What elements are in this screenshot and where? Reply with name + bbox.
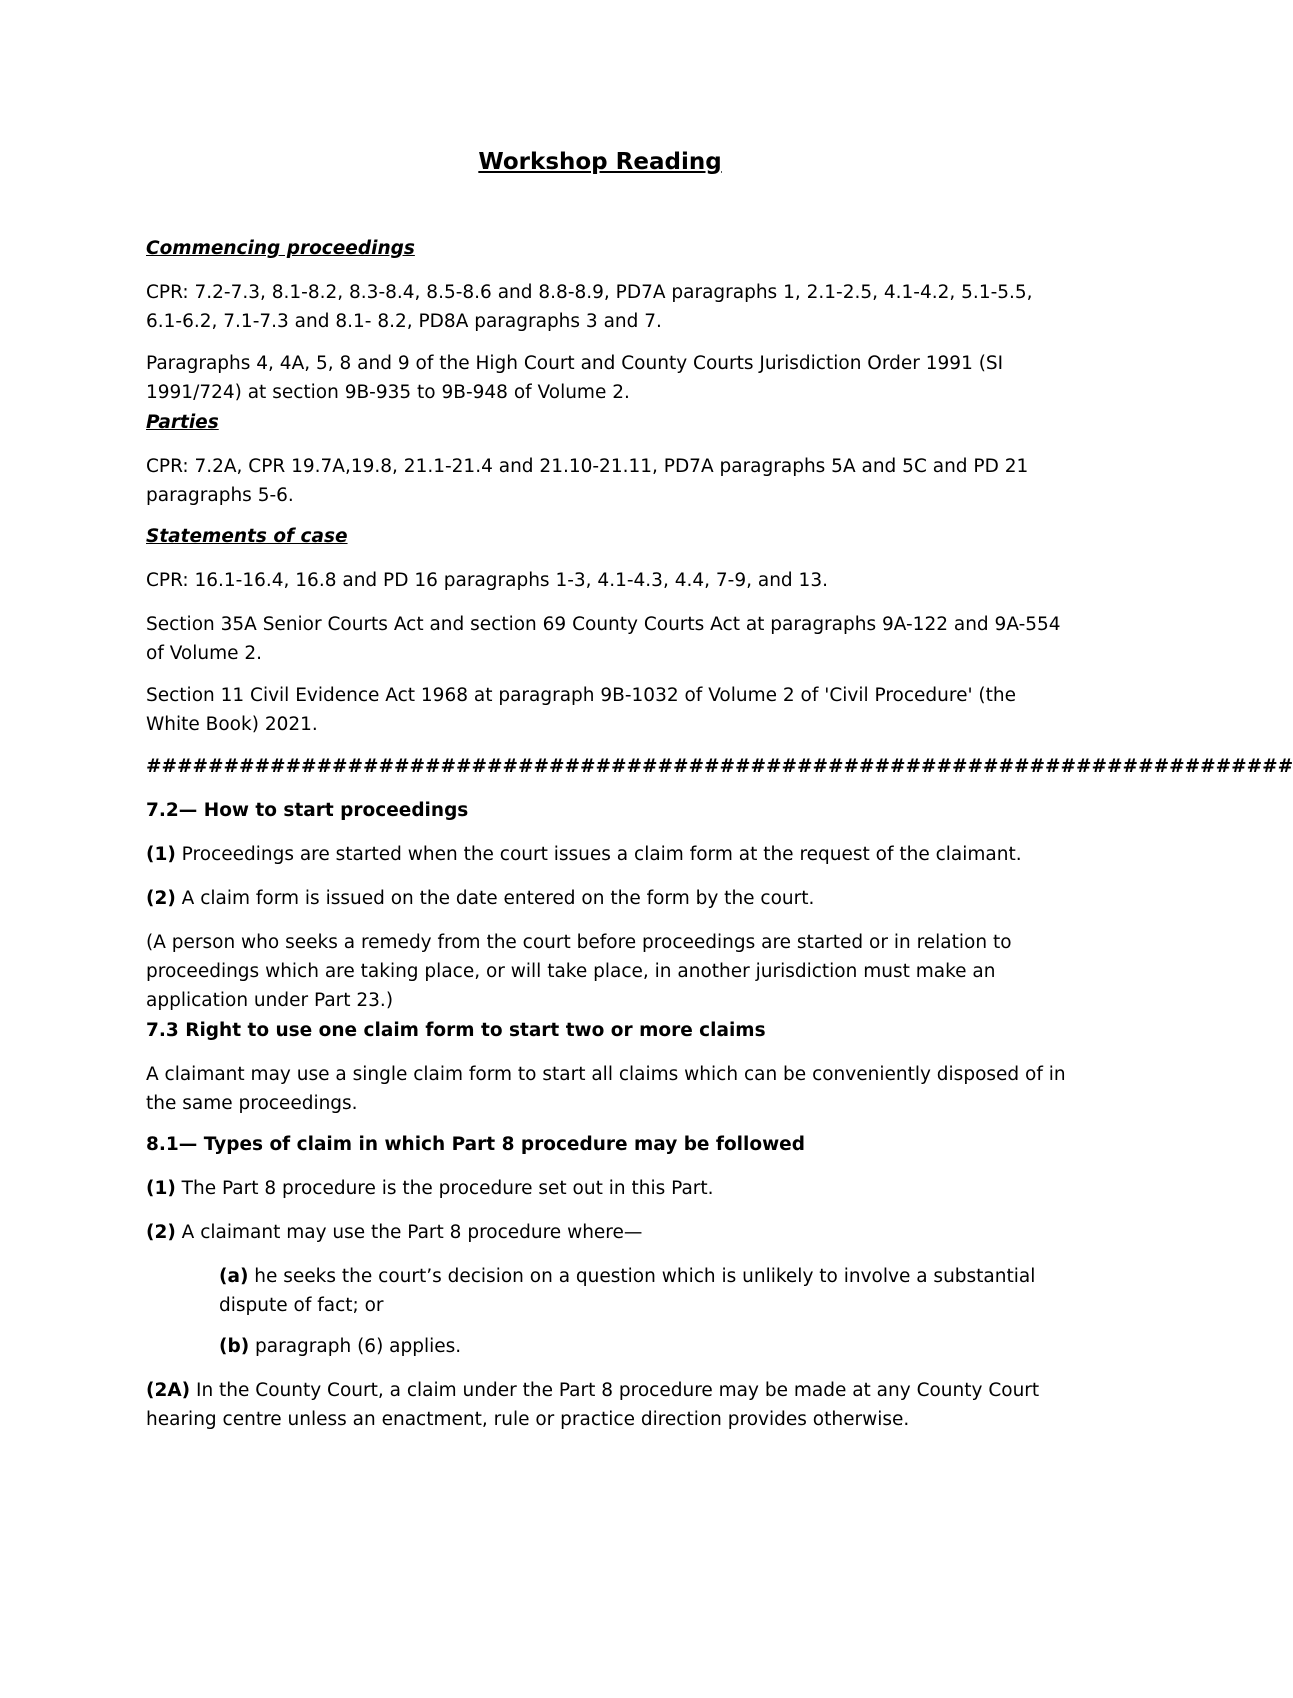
section-heading-parties: Parties [146, 412, 219, 433]
section-heading-statements: Statements of case [146, 526, 348, 547]
statements-paragraph-2: Section 35A Senior Courts Act and section 69 County Courts Act at paragraphs 9A-122 and 9A-554 of Volume 2. [146, 614, 1061, 664]
paragraph-text: Proceedings are started when the court issues a claim form at the request of the claimant. [175, 844, 1022, 865]
commencing-paragraph-1: CPR: 7.2-7.3, 8.1-8.2, 8.3-8.4, 8.5-8.6 and 8.8-8.9, PD7A paragraphs 1, 2.1-2.5, 4.1-4.2, 5.1-5.5, 6.1-6.2, 7.1-7.3 and 8.1- 8.2, PD8A paragraphs 3 and 7. [146, 282, 1033, 332]
rule-7-2-paragraph-2 [146, 884, 1066, 913]
parties-paragraph-1: CPR: 7.2A, CPR 19.7A,19.8, 21.1-21.4 and 21.10-21.11, PD7A paragraphs 5A and 5C and PD 21 paragraphs 5-6. [146, 456, 1029, 506]
subparagraph-text: he seeks the court’s decision on a question which is unlikely to involve a substantial dispute of fact; or [219, 1266, 1036, 1316]
paragraph-text: In the County Court, a claim under the Part 8 procedure may be made at any County Court hearing centre unless an enactment, rule or practice direction provides otherwise. [146, 1380, 1040, 1430]
rule-7-2-heading: 7.2— How to start proceedings [146, 800, 469, 821]
subparagraph-text: paragraph (6) applies. [249, 1336, 462, 1357]
paragraph-text: A claimant may use the Part 8 procedure where— [175, 1222, 643, 1243]
page-title: Workshop Reading [478, 149, 722, 175]
section-heading-commencing: Commencing proceedings [146, 238, 415, 259]
rule-7-3-paragraph-1: A claimant may use a single claim form to start all claims which can be conveniently disposed of in the same proceedings. [146, 1064, 1066, 1114]
statements-paragraph-3: Section 11 Civil Evidence Act 1968 at paragraph 9B-1032 of Volume 2 of 'Civil Procedure' (the White Book) 2021. [146, 685, 1016, 735]
rule-7-3-heading: 7.3 Right to use one claim form to start two or more claims [146, 1020, 766, 1041]
rule-7-2-note: (A person who seeks a remedy from the court before proceedings are started or in relation to proceedings which are taking place, or will take place, in another jurisdiction must make an application under Part 23.) [146, 932, 1012, 1011]
commencing-paragraph-2: Paragraphs 4, 4A, 5, 8 and 9 of the High Court and County Courts Jurisdiction Order 1991 (SI 1991/724) at section 9B-935 to 9B-948 of Volume 2. [146, 353, 1004, 403]
paragraph-number: (2) [146, 888, 176, 909]
rule-8-1-subparagraph-a [219, 1262, 1079, 1320]
paragraph-text: The Part 8 procedure is the procedure set out in this Part. [175, 1178, 714, 1199]
subparagraph-letter: (b) [219, 1336, 250, 1357]
rule-8-1-heading: 8.1— Types of claim in which Part 8 procedure may be followed [146, 1134, 805, 1155]
rule-8-1-paragraph-2a [146, 1376, 1066, 1434]
paragraph-number: (1) [146, 844, 176, 865]
paragraph-text: A claim form is issued on the date entered on the form by the court. [175, 888, 815, 909]
statements-paragraph-1: CPR: 16.1-16.4, 16.8 and PD 16 paragraphs 1-3, 4.1-4.3, 4.4, 7-9, and 13. [146, 570, 828, 591]
paragraph-number: (2) [146, 1222, 176, 1243]
paragraph-number: (2A) [146, 1380, 191, 1401]
rule-7-2-paragraph-1 [146, 840, 1066, 869]
separator-line: ########################################################################## [146, 756, 1293, 777]
rule-8-1-paragraph-1 [146, 1174, 1066, 1203]
subparagraph-letter: (a) [219, 1266, 249, 1287]
rule-8-1-subparagraph-b [219, 1332, 1079, 1361]
paragraph-number: (1) [146, 1178, 176, 1199]
rule-8-1-paragraph-2 [146, 1218, 1066, 1247]
